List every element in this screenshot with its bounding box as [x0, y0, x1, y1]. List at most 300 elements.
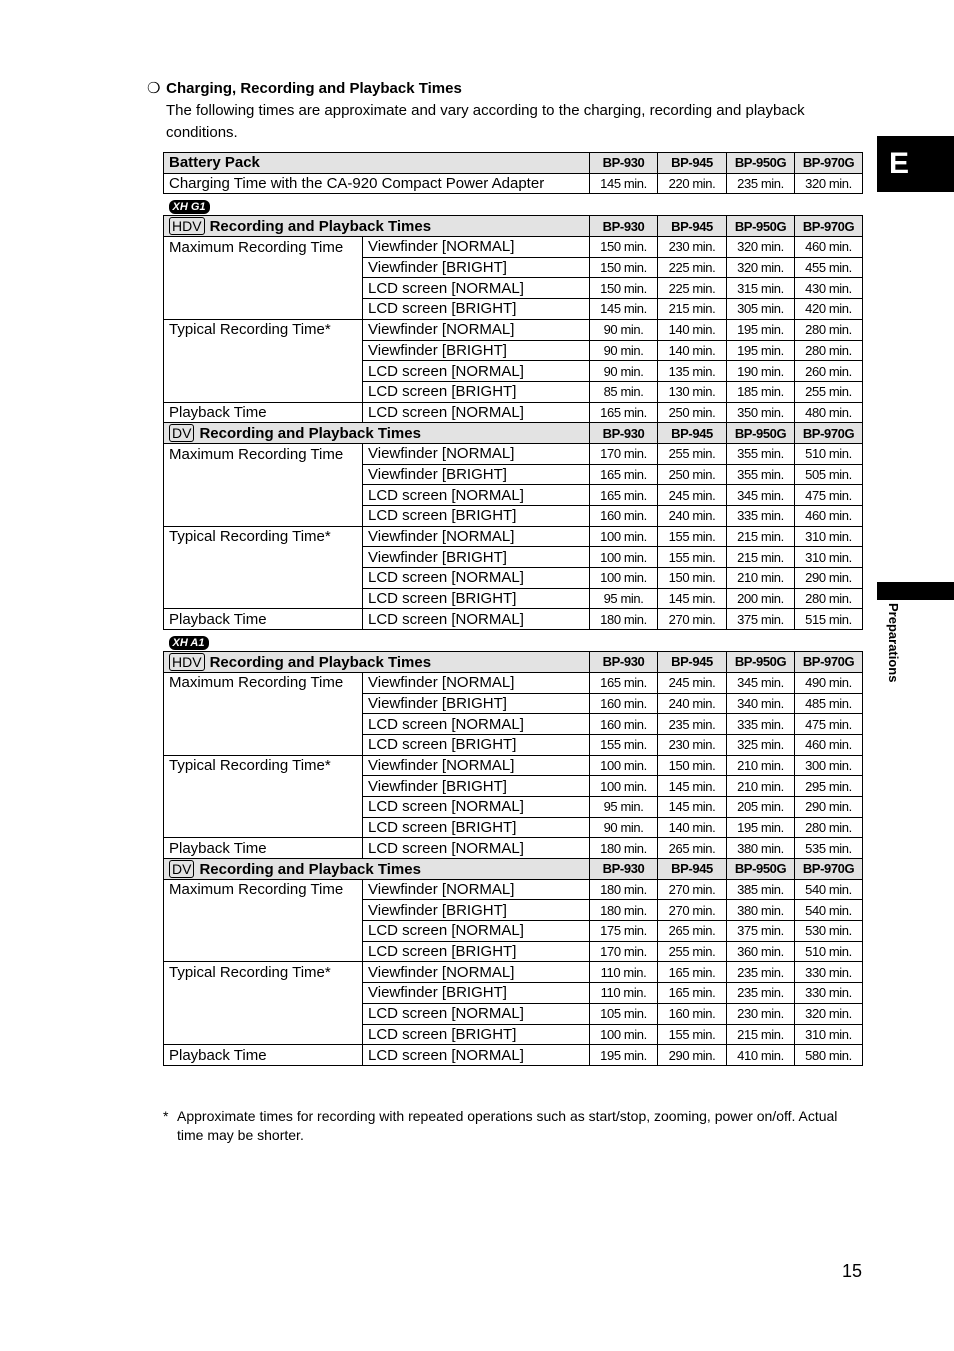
- pack-header: BP-930: [590, 153, 658, 174]
- time-value-cell: 100 min.: [590, 547, 658, 568]
- time-value-cell: 235 min.: [658, 714, 727, 735]
- time-value-cell: 230 min.: [727, 1003, 795, 1024]
- time-value-cell: 250 min.: [658, 464, 727, 485]
- time-value-cell: 230 min.: [658, 734, 727, 755]
- time-value-cell: 150 min.: [658, 755, 727, 776]
- table-row: [164, 714, 863, 735]
- mode-title: Recording and Playback Times: [199, 860, 421, 878]
- table-row: [164, 547, 863, 568]
- time-value-cell: 140 min.: [658, 817, 727, 838]
- time-value-cell: 475 min.: [795, 714, 863, 735]
- group-label-cell: [164, 1003, 363, 1024]
- group-label-cell: [164, 381, 363, 402]
- group-label-cell: [164, 299, 363, 320]
- time-value-cell: 160 min.: [658, 1003, 727, 1024]
- time-value-cell: 165 min.: [590, 485, 658, 506]
- time-value-cell: 475 min.: [795, 485, 863, 506]
- condition-cell: LCD screen [BRIGHT]: [363, 1024, 590, 1045]
- time-value-cell: 150 min.: [590, 257, 658, 278]
- group-label-cell: [164, 734, 363, 755]
- time-value-cell: 150 min.: [658, 568, 727, 589]
- group-label-cell: [164, 714, 363, 735]
- charging-time-value: 235 min.: [727, 173, 795, 194]
- table-row: [164, 1003, 863, 1024]
- time-value-cell: 185 min.: [727, 381, 795, 402]
- time-value-cell: 270 min.: [658, 900, 727, 921]
- time-value-cell: 200 min.: [727, 588, 795, 609]
- time-value-cell: 305 min.: [727, 299, 795, 320]
- group-label-cell: [164, 588, 363, 609]
- time-value-cell: 155 min.: [590, 734, 658, 755]
- time-value-cell: 145 min.: [658, 796, 727, 817]
- time-value-cell: 345 min.: [727, 672, 795, 693]
- time-value-cell: 90 min.: [590, 319, 658, 340]
- charging-time-label: Charging Time with the CA-920 Compact Power Adapter: [164, 173, 590, 194]
- time-value-cell: 270 min.: [658, 879, 727, 900]
- time-value-cell: 155 min.: [658, 547, 727, 568]
- time-value-cell: 150 min.: [590, 237, 658, 258]
- time-value-cell: 215 min.: [727, 547, 795, 568]
- section-heading: [147, 79, 462, 97]
- time-value-cell: 245 min.: [658, 485, 727, 506]
- time-value-cell: 160 min.: [590, 506, 658, 527]
- time-value-cell: 340 min.: [727, 693, 795, 714]
- group-label-cell: Typical Recording Time*: [164, 526, 363, 547]
- mode-header: [164, 859, 590, 880]
- condition-cell: LCD screen [NORMAL]: [363, 1045, 590, 1066]
- time-value-cell: 90 min.: [590, 817, 658, 838]
- condition-cell: Viewfinder [NORMAL]: [363, 755, 590, 776]
- table-row: [164, 1024, 863, 1045]
- table-row: [164, 506, 863, 527]
- group-label-cell: [164, 941, 363, 962]
- pack-header: BP-945: [658, 859, 727, 880]
- time-value-cell: 485 min.: [795, 693, 863, 714]
- pack-header: BP-930: [590, 859, 658, 880]
- condition-cell: LCD screen [BRIGHT]: [363, 299, 590, 320]
- time-value-cell: 290 min.: [795, 796, 863, 817]
- charging-time-row: [164, 173, 863, 194]
- pack-header: BP-945: [658, 153, 727, 174]
- mode-icon: DV: [169, 860, 194, 878]
- time-value-cell: 95 min.: [590, 588, 658, 609]
- mode-icon: HDV: [169, 217, 205, 235]
- condition-cell: Viewfinder [NORMAL]: [363, 237, 590, 258]
- time-value-cell: 280 min.: [795, 588, 863, 609]
- time-value-cell: 255 min.: [795, 381, 863, 402]
- time-value-cell: 295 min.: [795, 776, 863, 797]
- table-row: [164, 381, 863, 402]
- charging-time-value: 320 min.: [795, 173, 863, 194]
- time-value-cell: 300 min.: [795, 755, 863, 776]
- group-label-cell: [164, 776, 363, 797]
- time-value-cell: 140 min.: [658, 319, 727, 340]
- time-value-cell: 350 min.: [727, 402, 795, 423]
- circle-bullet-icon: ❍: [147, 80, 161, 97]
- table-row: [164, 962, 863, 983]
- charging-time-value: 145 min.: [590, 173, 658, 194]
- page-number: 15: [842, 1261, 863, 1281]
- pack-header: BP-970G: [795, 153, 863, 174]
- condition-cell: LCD screen [BRIGHT]: [363, 941, 590, 962]
- group-label-cell: Maximum Recording Time: [164, 672, 363, 693]
- time-value-cell: 535 min.: [795, 838, 863, 859]
- time-value-cell: 135 min.: [658, 361, 727, 382]
- group-label-cell: [164, 693, 363, 714]
- time-value-cell: 385 min.: [727, 879, 795, 900]
- condition-cell: LCD screen [NORMAL]: [363, 568, 590, 589]
- condition-cell: Viewfinder [BRIGHT]: [363, 464, 590, 485]
- table-row: [164, 485, 863, 506]
- time-value-cell: 310 min.: [795, 547, 863, 568]
- pack-header: BP-930: [590, 652, 658, 673]
- mode-icon: DV: [169, 424, 194, 442]
- time-value-cell: 90 min.: [590, 361, 658, 382]
- mode-header: [164, 652, 590, 673]
- time-value-cell: 160 min.: [590, 693, 658, 714]
- condition-cell: Viewfinder [NORMAL]: [363, 879, 590, 900]
- pack-header: BP-970G: [795, 216, 863, 237]
- table-row: [164, 340, 863, 361]
- table-row: [164, 588, 863, 609]
- time-value-cell: 180 min.: [590, 609, 658, 630]
- table-row: [164, 921, 863, 942]
- table-row: [164, 672, 863, 693]
- table-row: [164, 941, 863, 962]
- time-value-cell: 180 min.: [590, 879, 658, 900]
- time-value-cell: 215 min.: [658, 299, 727, 320]
- group-label-cell: [164, 1024, 363, 1045]
- time-value-cell: 165 min.: [658, 962, 727, 983]
- time-value-cell: 255 min.: [658, 941, 727, 962]
- condition-cell: LCD screen [NORMAL]: [363, 796, 590, 817]
- time-value-cell: 240 min.: [658, 693, 727, 714]
- time-value-cell: 235 min.: [727, 983, 795, 1004]
- condition-cell: Viewfinder [BRIGHT]: [363, 693, 590, 714]
- condition-cell: LCD screen [NORMAL]: [363, 714, 590, 735]
- battery-pack-label: Battery Pack: [164, 153, 590, 174]
- group-label-cell: [164, 257, 363, 278]
- condition-cell: LCD screen [BRIGHT]: [363, 506, 590, 527]
- group-label-cell: [164, 796, 363, 817]
- pack-header: BP-930: [590, 423, 658, 444]
- condition-cell: Viewfinder [BRIGHT]: [363, 776, 590, 797]
- time-value-cell: 165 min.: [590, 464, 658, 485]
- time-value-cell: 100 min.: [590, 776, 658, 797]
- time-value-cell: 410 min.: [727, 1045, 795, 1066]
- time-value-cell: 270 min.: [658, 609, 727, 630]
- time-value-cell: 460 min.: [795, 506, 863, 527]
- table-row: [164, 278, 863, 299]
- time-value-cell: 105 min.: [590, 1003, 658, 1024]
- time-value-cell: 100 min.: [590, 755, 658, 776]
- table-row: [164, 361, 863, 382]
- condition-cell: Viewfinder [NORMAL]: [363, 443, 590, 464]
- time-value-cell: 170 min.: [590, 941, 658, 962]
- condition-cell: LCD screen [NORMAL]: [363, 361, 590, 382]
- time-value-cell: 280 min.: [795, 340, 863, 361]
- table-row: [164, 817, 863, 838]
- footnote-text: Approximate times for recording with repeated operations such as start/stop, zooming, power on/off. Actual time may be shorter.: [177, 1108, 838, 1143]
- mode-title: Recording and Playback Times: [209, 653, 432, 671]
- model-cell: [164, 194, 863, 216]
- table-row: [164, 237, 863, 258]
- mode-header-row: [164, 216, 863, 237]
- pack-header: BP-945: [658, 216, 727, 237]
- group-label-cell: Playback Time: [164, 402, 363, 423]
- time-value-cell: 95 min.: [590, 796, 658, 817]
- time-value-cell: 320 min.: [727, 257, 795, 278]
- pack-header: BP-945: [658, 652, 727, 673]
- time-value-cell: 195 min.: [590, 1045, 658, 1066]
- section-label-vertical: Preparations: [886, 603, 901, 683]
- group-label-cell: Playback Time: [164, 1045, 363, 1066]
- group-label-cell: Playback Time: [164, 609, 363, 630]
- group-label-cell: [164, 506, 363, 527]
- time-value-cell: 145 min.: [658, 588, 727, 609]
- group-label-cell: [164, 361, 363, 382]
- condition-cell: LCD screen [NORMAL]: [363, 609, 590, 630]
- intro-paragraph: The following times are approximate and vary according to the charging, recording and playback conditions.: [166, 102, 805, 141]
- time-value-cell: 420 min.: [795, 299, 863, 320]
- time-value-cell: 170 min.: [590, 443, 658, 464]
- time-value-cell: 255 min.: [658, 443, 727, 464]
- pack-header: BP-950G: [727, 423, 795, 444]
- time-value-cell: 190 min.: [727, 361, 795, 382]
- time-value-cell: 315 min.: [727, 278, 795, 299]
- pack-header: BP-970G: [795, 859, 863, 880]
- table-row: [164, 402, 863, 423]
- time-value-cell: 110 min.: [590, 983, 658, 1004]
- model-cell: [164, 630, 863, 652]
- condition-cell: LCD screen [NORMAL]: [363, 485, 590, 506]
- time-value-cell: 580 min.: [795, 1045, 863, 1066]
- model-row: [164, 194, 863, 216]
- time-value-cell: 490 min.: [795, 672, 863, 693]
- time-value-cell: 380 min.: [727, 838, 795, 859]
- group-label-cell: [164, 983, 363, 1004]
- mode-header-row: [164, 859, 863, 880]
- condition-cell: Viewfinder [NORMAL]: [363, 319, 590, 340]
- model-row: [164, 630, 863, 652]
- time-value-cell: 310 min.: [795, 526, 863, 547]
- group-label-cell: [164, 900, 363, 921]
- group-label-cell: [164, 921, 363, 942]
- time-value-cell: 195 min.: [727, 340, 795, 361]
- time-value-cell: 240 min.: [658, 506, 727, 527]
- condition-cell: LCD screen [BRIGHT]: [363, 734, 590, 755]
- time-value-cell: 145 min.: [590, 299, 658, 320]
- table-row: [164, 526, 863, 547]
- time-value-cell: 180 min.: [590, 838, 658, 859]
- condition-cell: Viewfinder [NORMAL]: [363, 672, 590, 693]
- time-value-cell: 460 min.: [795, 734, 863, 755]
- footnote: [163, 1107, 863, 1145]
- time-value-cell: 210 min.: [727, 755, 795, 776]
- table-row: [164, 568, 863, 589]
- table-row: [164, 755, 863, 776]
- table-row: [164, 257, 863, 278]
- time-value-cell: 515 min.: [795, 609, 863, 630]
- time-value-cell: 165 min.: [590, 672, 658, 693]
- condition-cell: LCD screen [BRIGHT]: [363, 817, 590, 838]
- table-row: [164, 900, 863, 921]
- time-value-cell: 355 min.: [727, 464, 795, 485]
- time-value-cell: 180 min.: [590, 900, 658, 921]
- mode-title: Recording and Playback Times: [199, 425, 421, 443]
- time-value-cell: 100 min.: [590, 1024, 658, 1045]
- time-value-cell: 330 min.: [795, 962, 863, 983]
- time-value-cell: 540 min.: [795, 879, 863, 900]
- pack-header: BP-970G: [795, 652, 863, 673]
- time-value-cell: 375 min.: [727, 609, 795, 630]
- battery-pack-header-row: [164, 153, 863, 174]
- time-value-cell: 260 min.: [795, 361, 863, 382]
- time-value-cell: 320 min.: [727, 237, 795, 258]
- group-label-cell: [164, 485, 363, 506]
- group-label-cell: [164, 568, 363, 589]
- group-label-cell: Maximum Recording Time: [164, 237, 363, 258]
- table-row: [164, 464, 863, 485]
- condition-cell: Viewfinder [BRIGHT]: [363, 257, 590, 278]
- condition-cell: LCD screen [NORMAL]: [363, 278, 590, 299]
- time-value-cell: 325 min.: [727, 734, 795, 755]
- time-value-cell: 230 min.: [658, 237, 727, 258]
- time-value-cell: 330 min.: [795, 983, 863, 1004]
- pack-header: BP-945: [658, 423, 727, 444]
- time-value-cell: 290 min.: [658, 1045, 727, 1066]
- footnote-mark: *: [163, 1108, 169, 1124]
- condition-cell: LCD screen [NORMAL]: [363, 838, 590, 859]
- section-title: Charging, Recording and Playback Times: [166, 80, 462, 97]
- time-value-cell: 380 min.: [727, 900, 795, 921]
- time-value-cell: 160 min.: [590, 714, 658, 735]
- time-value-cell: 85 min.: [590, 381, 658, 402]
- table-row: [164, 796, 863, 817]
- mode-header: [164, 423, 590, 444]
- condition-cell: LCD screen [NORMAL]: [363, 921, 590, 942]
- condition-cell: Viewfinder [BRIGHT]: [363, 340, 590, 361]
- charging-time-value: 220 min.: [658, 173, 727, 194]
- mode-header: [164, 216, 590, 237]
- time-value-cell: 140 min.: [658, 340, 727, 361]
- time-value-cell: 90 min.: [590, 340, 658, 361]
- table-row: [164, 1045, 863, 1066]
- chapter-tab-e: E: [877, 136, 954, 192]
- table-row: [164, 734, 863, 755]
- time-value-cell: 225 min.: [658, 257, 727, 278]
- time-value-cell: 215 min.: [727, 1024, 795, 1045]
- time-value-cell: 480 min.: [795, 402, 863, 423]
- condition-cell: LCD screen [NORMAL]: [363, 1003, 590, 1024]
- group-label-cell: [164, 464, 363, 485]
- time-value-cell: 335 min.: [727, 506, 795, 527]
- table-row: [164, 319, 863, 340]
- time-value-cell: 505 min.: [795, 464, 863, 485]
- time-value-cell: 205 min.: [727, 796, 795, 817]
- time-value-cell: 195 min.: [727, 319, 795, 340]
- time-value-cell: 375 min.: [727, 921, 795, 942]
- time-value-cell: 130 min.: [658, 381, 727, 402]
- table-row: [164, 693, 863, 714]
- time-value-cell: 195 min.: [727, 817, 795, 838]
- pack-header: BP-950G: [727, 859, 795, 880]
- time-value-cell: 460 min.: [795, 237, 863, 258]
- time-value-cell: 245 min.: [658, 672, 727, 693]
- time-value-cell: 250 min.: [658, 402, 727, 423]
- condition-cell: Viewfinder [BRIGHT]: [363, 983, 590, 1004]
- condition-cell: Viewfinder [NORMAL]: [363, 526, 590, 547]
- time-value-cell: 510 min.: [795, 941, 863, 962]
- time-value-cell: 100 min.: [590, 568, 658, 589]
- time-value-cell: 175 min.: [590, 921, 658, 942]
- group-label-cell: Maximum Recording Time: [164, 879, 363, 900]
- pack-header: BP-930: [590, 216, 658, 237]
- pack-header: BP-950G: [727, 216, 795, 237]
- time-value-cell: 155 min.: [658, 1024, 727, 1045]
- section-tab-bar: [877, 582, 954, 600]
- group-label-cell: Playback Time: [164, 838, 363, 859]
- time-value-cell: 290 min.: [795, 568, 863, 589]
- time-value-cell: 265 min.: [658, 838, 727, 859]
- table-row: [164, 838, 863, 859]
- pack-header: BP-950G: [727, 153, 795, 174]
- time-value-cell: 150 min.: [590, 278, 658, 299]
- time-value-cell: 265 min.: [658, 921, 727, 942]
- time-value-cell: 155 min.: [658, 526, 727, 547]
- group-label-cell: [164, 340, 363, 361]
- table-row: [164, 299, 863, 320]
- time-value-cell: 215 min.: [727, 526, 795, 547]
- mode-title: Recording and Playback Times: [209, 218, 432, 236]
- time-value-cell: 100 min.: [590, 526, 658, 547]
- time-value-cell: 210 min.: [727, 568, 795, 589]
- time-value-cell: 210 min.: [727, 776, 795, 797]
- time-value-cell: 280 min.: [795, 817, 863, 838]
- time-value-cell: 540 min.: [795, 900, 863, 921]
- time-value-cell: 145 min.: [658, 776, 727, 797]
- time-value-cell: 510 min.: [795, 443, 863, 464]
- pack-header: BP-970G: [795, 423, 863, 444]
- condition-cell: Viewfinder [NORMAL]: [363, 962, 590, 983]
- group-label-cell: [164, 278, 363, 299]
- time-value-cell: 110 min.: [590, 962, 658, 983]
- model-badge: XH G1: [169, 200, 210, 214]
- table-row: [164, 609, 863, 630]
- time-value-cell: 225 min.: [658, 278, 727, 299]
- model-badge: XH A1: [169, 636, 209, 650]
- time-value-cell: 165 min.: [658, 983, 727, 1004]
- table-row: [164, 983, 863, 1004]
- time-value-cell: 335 min.: [727, 714, 795, 735]
- time-value-cell: 280 min.: [795, 319, 863, 340]
- table-row: [164, 443, 863, 464]
- group-label-cell: [164, 817, 363, 838]
- battery-times-table: [163, 152, 863, 1066]
- time-value-cell: 360 min.: [727, 941, 795, 962]
- time-value-cell: 455 min.: [795, 257, 863, 278]
- condition-cell: LCD screen [BRIGHT]: [363, 381, 590, 402]
- condition-cell: LCD screen [NORMAL]: [363, 402, 590, 423]
- mode-header-row: [164, 423, 863, 444]
- time-value-cell: 355 min.: [727, 443, 795, 464]
- condition-cell: LCD screen [BRIGHT]: [363, 588, 590, 609]
- group-label-cell: Typical Recording Time*: [164, 319, 363, 340]
- condition-cell: Viewfinder [BRIGHT]: [363, 547, 590, 568]
- group-label-cell: Typical Recording Time*: [164, 962, 363, 983]
- time-value-cell: 310 min.: [795, 1024, 863, 1045]
- group-label-cell: [164, 547, 363, 568]
